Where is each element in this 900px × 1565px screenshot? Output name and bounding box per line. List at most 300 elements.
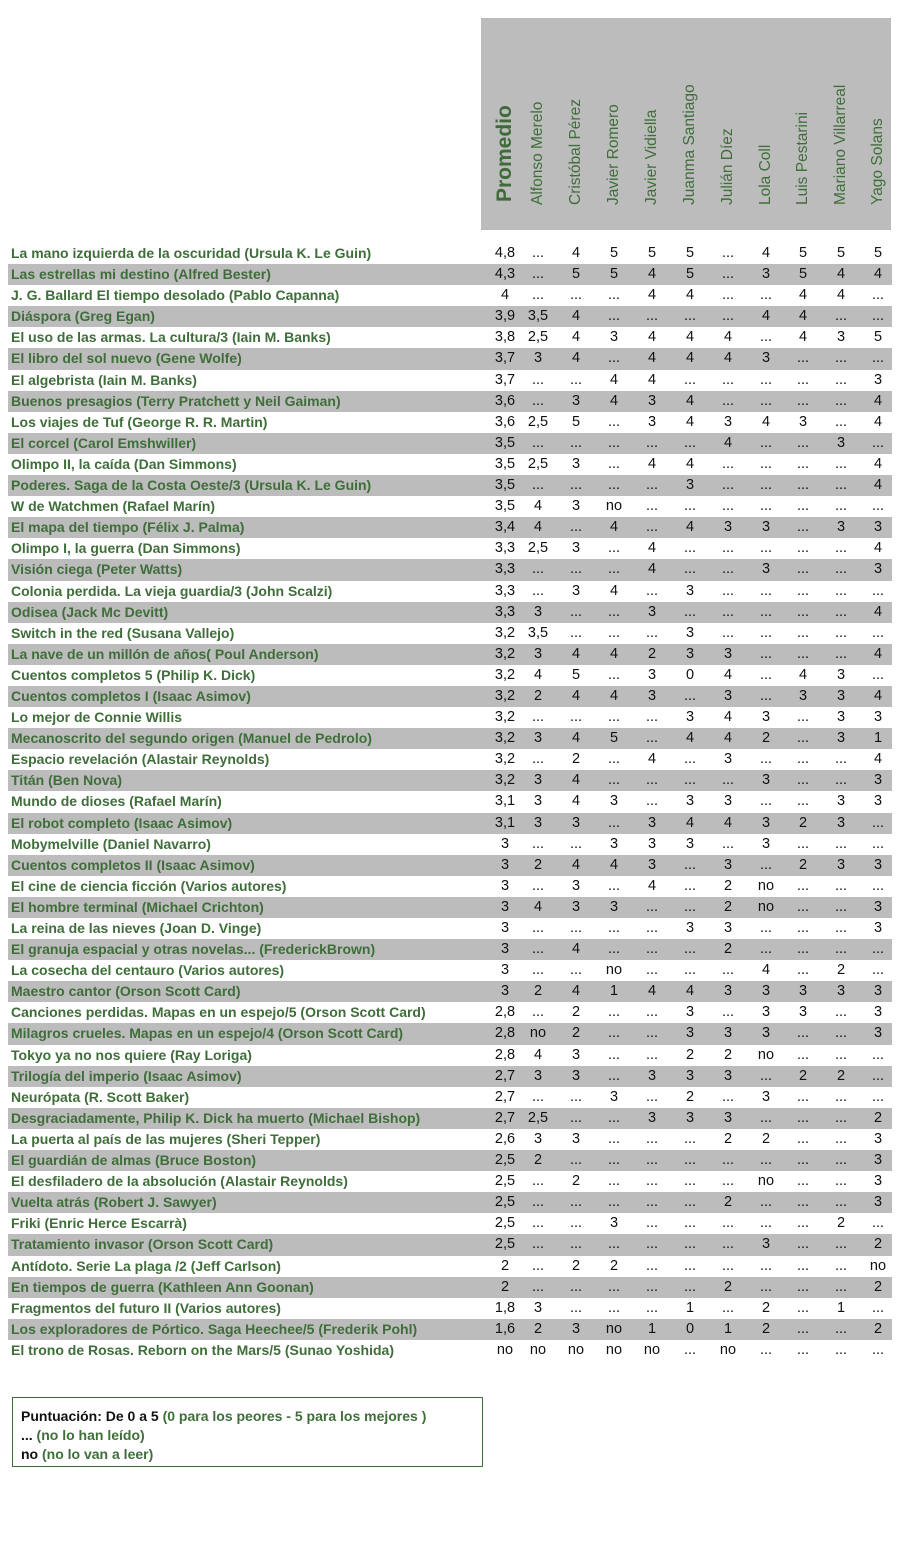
table-row — [8, 581, 892, 602]
score-cell: 3 — [873, 519, 883, 536]
score-cell: ... — [607, 709, 621, 726]
score-cell: 3 — [836, 983, 846, 1000]
score-cell: 3 — [571, 455, 581, 472]
score-cell: 3 — [836, 666, 846, 683]
score-cell: 2 — [723, 1130, 733, 1147]
score-cell: 3 — [873, 856, 883, 873]
score-cell: ... — [607, 814, 621, 831]
table-row — [8, 1213, 892, 1234]
score-cell: ... — [796, 751, 810, 768]
score-cell: ... — [871, 1299, 885, 1316]
score-cell: ... — [683, 856, 697, 873]
score-cell: 5 — [609, 730, 619, 747]
score-cell: 2 — [836, 1067, 846, 1084]
score-cell: ... — [796, 519, 810, 536]
score-cell: no — [605, 962, 623, 979]
score-cell: 4 — [571, 350, 581, 367]
score-cell: ... — [834, 498, 848, 515]
book-title: Canciones perdidas. Mapas en un espejo/5 (Orson Scott Card) — [11, 1004, 426, 1021]
score-cell: 4 — [685, 519, 695, 536]
score-cell: ... — [834, 941, 848, 958]
average-cell: 3,6 — [494, 413, 516, 430]
book-title: El robot completo (Isaac Asimov) — [11, 814, 233, 831]
score-cell: ... — [683, 687, 697, 704]
score-cell: 2 — [533, 1320, 543, 1337]
score-cell: ... — [645, 709, 659, 726]
legend-no-desc: (no lo van a leer) — [38, 1446, 154, 1462]
score-cell: ... — [796, 1257, 810, 1274]
score-cell: 4 — [836, 287, 846, 304]
table-row — [8, 686, 892, 707]
score-cell: ... — [796, 645, 810, 662]
score-cell: no — [567, 1341, 585, 1358]
table-row — [8, 1298, 892, 1319]
score-cell: ... — [796, 1236, 810, 1253]
score-cell: ... — [569, 1215, 583, 1232]
score-cell: ... — [569, 519, 583, 536]
score-cell: 2 — [761, 1130, 771, 1147]
score-cell: ... — [834, 751, 848, 768]
book-title: Los viajes de Tuf (George R. R. Martin) — [11, 413, 268, 430]
score-cell: 3 — [723, 793, 733, 810]
score-cell: ... — [645, 730, 659, 747]
table-row — [8, 348, 892, 369]
score-cell: ... — [721, 835, 735, 852]
table-row — [8, 327, 892, 348]
score-cell: ... — [796, 455, 810, 472]
book-title: Lo mejor de Connie Willis — [11, 709, 183, 726]
average-cell: 3,2 — [494, 645, 516, 662]
score-cell: 3 — [723, 413, 733, 430]
score-cell: 4 — [723, 814, 733, 831]
legend-line-wont-read — [21, 1445, 474, 1464]
score-cell: 4 — [647, 371, 657, 388]
score-cell: ... — [834, 1173, 848, 1190]
score-cell: 2 — [571, 1025, 581, 1042]
score-cell: ... — [683, 1341, 697, 1358]
score-cell: 4 — [647, 561, 657, 578]
score-cell: ... — [607, 1173, 621, 1190]
average-cell: 3,2 — [494, 666, 516, 683]
average-cell: 3,7 — [494, 350, 516, 367]
score-cell: 2 — [723, 1278, 733, 1295]
score-cell: 3 — [533, 603, 543, 620]
legend-unread-desc: (no lo han leído) — [32, 1427, 145, 1443]
score-cell: 4 — [609, 371, 619, 388]
score-cell: ... — [721, 582, 735, 599]
score-cell: ... — [796, 1341, 810, 1358]
score-cell: ... — [607, 561, 621, 578]
score-cell: ... — [645, 1299, 659, 1316]
score-cell: ... — [759, 1257, 773, 1274]
score-cell: ... — [569, 1088, 583, 1105]
average-cell: 3 — [500, 962, 510, 979]
score-cell: 3 — [533, 350, 543, 367]
score-cell: ... — [607, 1299, 621, 1316]
score-cell: ... — [796, 477, 810, 494]
book-title: La reina de las nieves (Joan D. Vinge) — [11, 920, 262, 936]
book-title: El granuja espacial y otras novelas... (FrederickBrown) — [11, 941, 376, 958]
score-cell: ... — [531, 477, 545, 494]
book-title: J. G. Ballard El tiempo desolado (Pablo Capanna) — [11, 287, 340, 304]
score-cell: 3 — [609, 835, 619, 852]
score-cell: ... — [834, 877, 848, 894]
score-cell: 3 — [571, 1130, 581, 1147]
score-cell: ... — [645, 1046, 659, 1063]
score-cell: ... — [834, 1130, 848, 1147]
book-title: El desfiladero de la absolución (Alastair Reynolds) — [11, 1173, 348, 1190]
book-title: Tokyo ya no nos quiere (Ray Loriga) — [11, 1046, 252, 1063]
score-cell: 2 — [533, 1152, 543, 1169]
score-cell: no — [605, 1320, 623, 1337]
score-cell: 3 — [533, 793, 543, 810]
score-cell: ... — [607, 624, 621, 641]
score-cell: ... — [569, 920, 583, 936]
table-row — [8, 1319, 892, 1340]
score-cell: ... — [645, 772, 659, 789]
score-cell: 3 — [571, 1067, 581, 1084]
score-cell: ... — [721, 624, 735, 641]
score-cell: ... — [871, 287, 885, 304]
score-cell: 3 — [798, 983, 808, 1000]
score-cell: ... — [796, 1215, 810, 1232]
score-cell: ... — [721, 371, 735, 388]
score-cell: no — [529, 1025, 547, 1042]
score-cell: ... — [721, 1088, 735, 1105]
score-cell: ... — [834, 1004, 848, 1021]
book-title: La cosecha del centauro (Varios autores) — [11, 962, 285, 979]
score-cell: 4 — [723, 730, 733, 747]
table-row — [8, 391, 892, 412]
score-cell: 2 — [836, 1215, 846, 1232]
score-cell: 3 — [798, 1004, 808, 1021]
column-header-10 — [860, 18, 896, 230]
average-cell: 2,8 — [494, 1046, 516, 1063]
table-row — [8, 834, 892, 855]
table-row — [8, 1234, 892, 1255]
score-cell: 4 — [533, 1046, 543, 1063]
average-cell: 2 — [500, 1278, 510, 1295]
book-title: Fragmentos del futuro II (Varios autores) — [11, 1299, 281, 1316]
score-cell: 3 — [647, 856, 657, 873]
score-cell: 5 — [798, 245, 808, 261]
score-cell: ... — [721, 1257, 735, 1274]
table-row — [8, 602, 892, 623]
score-cell: 4 — [647, 983, 657, 1000]
score-cell: 3 — [761, 835, 771, 852]
average-cell: 3 — [500, 856, 510, 873]
score-cell: 3 — [647, 814, 657, 831]
score-cell: ... — [796, 898, 810, 915]
table-row — [8, 412, 892, 433]
score-cell: 3 — [723, 519, 733, 536]
score-cell: ... — [531, 877, 545, 894]
score-cell: ... — [607, 1046, 621, 1063]
column-header-6 — [710, 18, 746, 230]
table-row — [8, 1171, 892, 1192]
score-cell: 3 — [873, 561, 883, 578]
score-cell: ... — [796, 1130, 810, 1147]
score-cell: 3 — [647, 1109, 657, 1126]
score-cell: 3 — [836, 709, 846, 726]
table-row — [8, 1192, 892, 1213]
score-cell: 4 — [533, 498, 543, 515]
score-cell: 3 — [873, 898, 883, 915]
table-row — [8, 1045, 892, 1066]
book-title: El cine de ciencia ficción (Varios autores) — [11, 877, 287, 894]
score-cell: no — [757, 877, 775, 894]
score-cell: no — [869, 1257, 887, 1274]
column-header-2 — [558, 18, 594, 230]
book-title: El libro del sol nuevo (Gene Wolfe) — [11, 350, 242, 367]
score-cell: 4 — [723, 329, 733, 346]
average-cell: 3,4 — [494, 519, 516, 536]
table-row — [8, 1108, 892, 1129]
score-cell: ... — [871, 666, 885, 683]
score-cell: ... — [569, 1109, 583, 1126]
score-cell: ... — [871, 350, 885, 367]
average-cell: 3 — [500, 983, 510, 1000]
score-cell: 5 — [571, 266, 581, 283]
score-cell: ... — [531, 709, 545, 726]
score-cell: 4 — [571, 772, 581, 789]
score-cell: 2 — [533, 983, 543, 1000]
score-cell: 3 — [685, 920, 695, 936]
score-cell: ... — [721, 287, 735, 304]
score-cell: ... — [531, 941, 545, 958]
score-cell: ... — [721, 772, 735, 789]
book-title: Las estrellas mi destino (Alfred Bester) — [11, 266, 271, 283]
score-cell: ... — [834, 1152, 848, 1169]
score-cell: ... — [569, 1278, 583, 1295]
score-cell: ... — [607, 603, 621, 620]
score-cell: 2 — [798, 814, 808, 831]
score-cell: ... — [871, 498, 885, 515]
score-cell: ... — [796, 540, 810, 557]
score-cell: no — [757, 1046, 775, 1063]
score-cell: ... — [607, 941, 621, 958]
score-cell: ... — [569, 1194, 583, 1211]
score-cell: 2 — [873, 1278, 883, 1295]
book-title: El trono de Rosas. Reborn on the Mars/5 (Sunao Yoshida) — [11, 1341, 394, 1358]
score-cell: ... — [759, 1152, 773, 1169]
score-cell: ... — [796, 1109, 810, 1126]
average-cell: 3,3 — [494, 540, 516, 557]
legend-line-score — [21, 1407, 474, 1426]
score-cell: 3 — [571, 814, 581, 831]
book-title: Olimpo II, la caída (Dan Simmons) — [11, 455, 237, 472]
score-cell: ... — [607, 1152, 621, 1169]
score-cell: 3 — [723, 1067, 733, 1084]
average-cell: 3,9 — [494, 308, 516, 325]
score-cell: ... — [607, 308, 621, 325]
score-cell: ... — [796, 1088, 810, 1105]
book-title: Trilogía del imperio (Isaac Asimov) — [11, 1067, 242, 1084]
book-title: Vuelta atrás (Robert J. Sawyer) — [11, 1194, 217, 1211]
score-cell: ... — [569, 1299, 583, 1316]
score-cell: 3 — [533, 1299, 543, 1316]
table-row — [8, 517, 892, 538]
score-cell: ... — [759, 1215, 773, 1232]
legend-unread-label: ... — [21, 1427, 33, 1443]
score-cell: 2 — [685, 1088, 695, 1105]
score-cell: 3 — [873, 709, 883, 726]
score-cell: ... — [871, 582, 885, 599]
average-cell: 3,5 — [494, 455, 516, 472]
score-cell: 3 — [609, 898, 619, 915]
score-cell: ... — [683, 772, 697, 789]
score-cell: ... — [871, 877, 885, 894]
table-row — [8, 770, 892, 791]
score-cell: ... — [607, 1004, 621, 1021]
score-cell: 3 — [836, 856, 846, 873]
score-cell: ... — [607, 287, 621, 304]
score-cell: ... — [607, 1236, 621, 1253]
score-cell: ... — [607, 1025, 621, 1042]
score-cell: ... — [796, 434, 810, 451]
score-cell: ... — [834, 1236, 848, 1253]
score-cell: ... — [759, 751, 773, 768]
book-title: En tiempos de guerra (Kathleen Ann Goonan) — [11, 1278, 314, 1295]
score-cell: 2 — [873, 1236, 883, 1253]
score-cell: 3 — [647, 413, 657, 430]
score-cell: 3 — [873, 1025, 883, 1042]
score-cell: 3 — [685, 1067, 695, 1084]
score-cell: 3 — [685, 1025, 695, 1042]
average-cell: 3 — [500, 835, 510, 852]
score-cell: ... — [759, 477, 773, 494]
score-cell: 3 — [873, 371, 883, 388]
score-cell: 2 — [723, 941, 733, 958]
score-cell: 3 — [571, 582, 581, 599]
score-cell: 3 — [609, 1215, 619, 1232]
score-cell: ... — [834, 1046, 848, 1063]
score-cell: 4 — [685, 413, 695, 430]
score-cell: ... — [683, 1173, 697, 1190]
score-cell: ... — [607, 477, 621, 494]
score-cell: 2 — [723, 877, 733, 894]
score-cell: 4 — [609, 856, 619, 873]
score-cell: ... — [759, 1194, 773, 1211]
score-cell: 3 — [571, 392, 581, 409]
score-cell: 4 — [609, 582, 619, 599]
book-title: Cuentos completos II (Isaac Asimov) — [11, 856, 255, 873]
table-row — [8, 496, 892, 517]
score-cell: 4 — [836, 266, 846, 283]
score-cell: no — [605, 498, 623, 515]
table-row — [8, 897, 892, 918]
score-cell: ... — [531, 920, 545, 936]
score-cell: 4 — [798, 287, 808, 304]
score-cell: ... — [531, 751, 545, 768]
score-cell: ... — [607, 350, 621, 367]
score-cell: ... — [834, 540, 848, 557]
score-cell: ... — [683, 941, 697, 958]
score-cell: 5 — [836, 245, 846, 261]
score-cell: ... — [759, 856, 773, 873]
score-cell: ... — [721, 498, 735, 515]
score-cell: 4 — [647, 540, 657, 557]
score-cell: 4 — [571, 329, 581, 346]
score-cell: ... — [871, 1046, 885, 1063]
table-row — [8, 855, 892, 876]
score-cell: 4 — [609, 645, 619, 662]
table-row — [8, 1340, 892, 1361]
score-cell: ... — [683, 540, 697, 557]
score-cell: ... — [531, 392, 545, 409]
score-cell: ... — [834, 835, 848, 852]
score-cell: 4 — [761, 413, 771, 430]
book-title: Poderes. Saga de la Costa Oeste/3 (Ursula K. Le Guin) — [11, 477, 372, 494]
score-cell: 4 — [571, 730, 581, 747]
table-row — [8, 665, 892, 686]
score-cell: 3 — [761, 1088, 771, 1105]
table-row — [8, 1129, 892, 1150]
table-row — [8, 433, 892, 454]
score-cell: ... — [759, 371, 773, 388]
score-cell: ... — [834, 1257, 848, 1274]
table-row — [8, 749, 892, 770]
score-cell: 2,5 — [527, 413, 549, 430]
score-cell: ... — [796, 371, 810, 388]
score-cell: 3 — [647, 666, 657, 683]
average-cell: 2,7 — [494, 1088, 516, 1105]
score-cell: ... — [834, 561, 848, 578]
score-cell: ... — [796, 877, 810, 894]
score-cell: ... — [834, 1194, 848, 1211]
score-cell: 2 — [571, 1173, 581, 1190]
column-header-label: Promedio — [493, 105, 516, 202]
score-cell: 4 — [723, 709, 733, 726]
score-cell: 5 — [609, 266, 619, 283]
score-cell: ... — [796, 772, 810, 789]
table-row — [8, 813, 892, 834]
column-header-label: Julián Díez — [719, 128, 736, 205]
score-cell: 4 — [647, 287, 657, 304]
average-cell: 3,6 — [494, 392, 516, 409]
score-cell: ... — [834, 1109, 848, 1126]
score-cell: ... — [569, 1236, 583, 1253]
score-cell: 3 — [685, 1004, 695, 1021]
book-title: La puerta al país de las mujeres (Sheri Tepper) — [11, 1130, 321, 1147]
book-title: Colonia perdida. La vieja guardia/3 (John Scalzi) — [11, 582, 333, 599]
table-row — [8, 475, 892, 496]
score-cell: ... — [531, 1004, 545, 1021]
score-cell: ... — [531, 835, 545, 852]
average-cell: 2,5 — [494, 1173, 516, 1190]
score-cell: 3 — [798, 687, 808, 704]
score-cell: 4 — [723, 434, 733, 451]
book-title: Neurópata (R. Scott Baker) — [11, 1088, 190, 1105]
book-title: Mecanoscrito del segundo origen (Manuel de Pedrolo) — [11, 730, 372, 747]
score-cell: 3 — [685, 645, 695, 662]
score-cell: 4 — [873, 687, 883, 704]
average-cell: 3 — [500, 877, 510, 894]
score-cell: 2 — [571, 1004, 581, 1021]
column-header-4 — [634, 18, 670, 230]
score-cell: ... — [531, 245, 545, 261]
score-cell: ... — [871, 1088, 885, 1105]
table-row — [8, 1087, 892, 1108]
score-cell: ... — [759, 666, 773, 683]
score-cell: 3 — [723, 983, 733, 1000]
score-cell: 2 — [685, 1046, 695, 1063]
average-cell: 4,8 — [494, 245, 516, 261]
column-header-label: Cristóbal Pérez — [567, 99, 584, 205]
score-cell: ... — [645, 1088, 659, 1105]
average-cell: 3,2 — [494, 624, 516, 641]
score-cell: ... — [607, 920, 621, 936]
